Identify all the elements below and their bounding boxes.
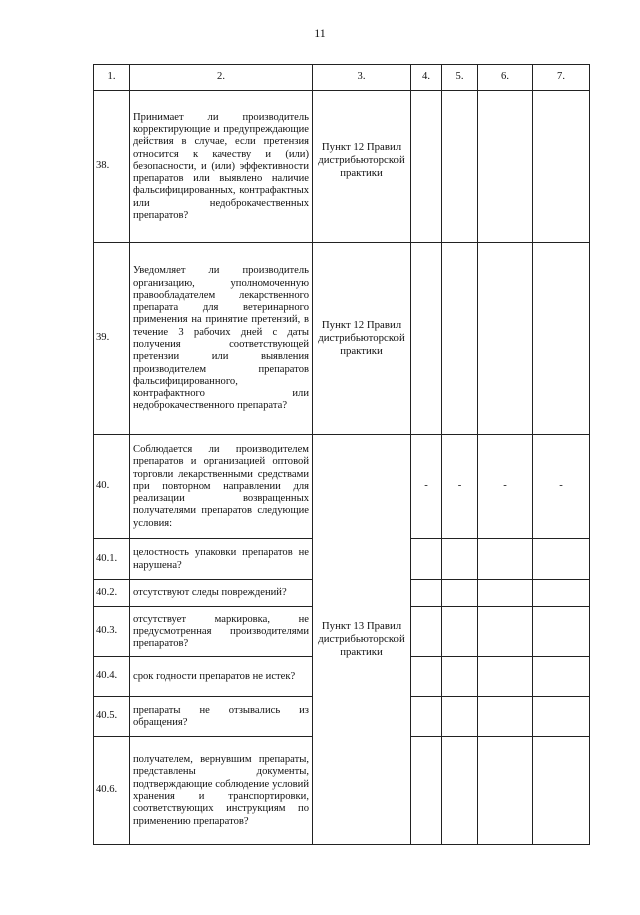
answer-cell bbox=[478, 657, 533, 697]
question-text: отсутствуют следы повреждений? bbox=[130, 580, 313, 607]
answer-cell bbox=[478, 737, 533, 845]
header-col-7: 7. bbox=[533, 65, 590, 91]
answer-cell bbox=[478, 539, 533, 580]
row-number: 40. bbox=[94, 435, 130, 539]
answer-cell bbox=[533, 243, 590, 435]
question-text: препараты не отзывались из обращения? bbox=[130, 697, 313, 737]
table-row bbox=[94, 243, 590, 435]
header-col-6: 6. bbox=[478, 65, 533, 91]
row-number: 40.4. bbox=[94, 657, 130, 697]
header-col-4: 4. bbox=[411, 65, 442, 91]
row-number: 40.1. bbox=[94, 539, 130, 580]
answer-cell bbox=[533, 539, 590, 580]
answer-cell bbox=[478, 91, 533, 243]
question-text: срок годности препаратов не истек? bbox=[130, 657, 313, 697]
dash-cell: - bbox=[442, 435, 478, 539]
answer-cell bbox=[442, 91, 478, 243]
header-col-5: 5. bbox=[442, 65, 478, 91]
legal-basis: Пункт 12 Правил дистрибьюторской практики bbox=[313, 243, 411, 435]
answer-cell bbox=[442, 657, 478, 697]
question-text: Уведомляет ли производитель организацию, уполномоченную правообладателем лекарственного препарата для ветеринарного применения на принятие претензий, в течение 3 рабочих дней с даты получения соответствующей претензии или выявления производителем препаратов фальсифицированного, контрафактного или недоброкачественного препарата? bbox=[130, 243, 313, 435]
answer-cell bbox=[411, 737, 442, 845]
answer-cell bbox=[442, 539, 478, 580]
row-number: 38. bbox=[94, 91, 130, 243]
answer-cell bbox=[411, 697, 442, 737]
checklist-table bbox=[93, 64, 590, 845]
answer-cell bbox=[533, 737, 590, 845]
answer-cell bbox=[411, 657, 442, 697]
answer-cell bbox=[411, 580, 442, 607]
answer-cell bbox=[478, 697, 533, 737]
question-text: Соблюдается ли производителем препаратов и организацией оптовой торговли лекарственными средствами при повторном направлении для реализации возвращенных получателями препаратов следующие условия: bbox=[130, 435, 313, 539]
header-col-1: 1. bbox=[94, 65, 130, 91]
answer-cell bbox=[533, 657, 590, 697]
question-text: целостность упаковки препаратов не нарушена? bbox=[130, 539, 313, 580]
row-number: 40.2. bbox=[94, 580, 130, 607]
header-col-3: 3. bbox=[313, 65, 411, 91]
answer-cell bbox=[478, 243, 533, 435]
answer-cell bbox=[533, 607, 590, 657]
question-text: Принимает ли производитель корректирующие и предупреждающие действия в случае, если претензия относится к качеству и (или) безопасности, и (или) эффективности препаратов или выявлено наличие фальсифицированных, контрафактных или недоброкачественных препаратов? bbox=[130, 91, 313, 243]
answer-cell bbox=[442, 580, 478, 607]
answer-cell bbox=[442, 607, 478, 657]
header-col-2: 2. bbox=[130, 65, 313, 91]
dash-cell: - bbox=[533, 435, 590, 539]
answer-cell bbox=[442, 697, 478, 737]
answer-cell bbox=[478, 580, 533, 607]
question-text: отсутствует маркировка, не предусмотренная производителями препаратов? bbox=[130, 607, 313, 657]
row-number: 40.5. bbox=[94, 697, 130, 737]
answer-cell bbox=[411, 607, 442, 657]
dash-cell: - bbox=[411, 435, 442, 539]
legal-basis: Пункт 13 Правил дистрибьюторской практики bbox=[313, 435, 411, 845]
row-number: 39. bbox=[94, 243, 130, 435]
answer-cell bbox=[533, 697, 590, 737]
answer-cell bbox=[411, 539, 442, 580]
legal-basis: Пункт 12 Правил дистрибьюторской практики bbox=[313, 91, 411, 243]
dash-cell: - bbox=[478, 435, 533, 539]
table-row bbox=[94, 435, 590, 539]
answer-cell bbox=[411, 91, 442, 243]
answer-cell bbox=[411, 243, 442, 435]
answer-cell bbox=[533, 91, 590, 243]
row-number: 40.3. bbox=[94, 607, 130, 657]
page-number: 11 bbox=[314, 26, 326, 40]
answer-cell bbox=[478, 607, 533, 657]
question-text: получателем, вернувшим препараты, представлены документы, подтверждающие соблюдение условий хранения и транспортировки, соответствующих инструкциям по применению препаратов? bbox=[130, 737, 313, 845]
answer-cell bbox=[533, 580, 590, 607]
table-row bbox=[94, 91, 590, 243]
row-number: 40.6. bbox=[94, 737, 130, 845]
header-row bbox=[94, 65, 590, 91]
answer-cell bbox=[442, 243, 478, 435]
answer-cell bbox=[442, 737, 478, 845]
